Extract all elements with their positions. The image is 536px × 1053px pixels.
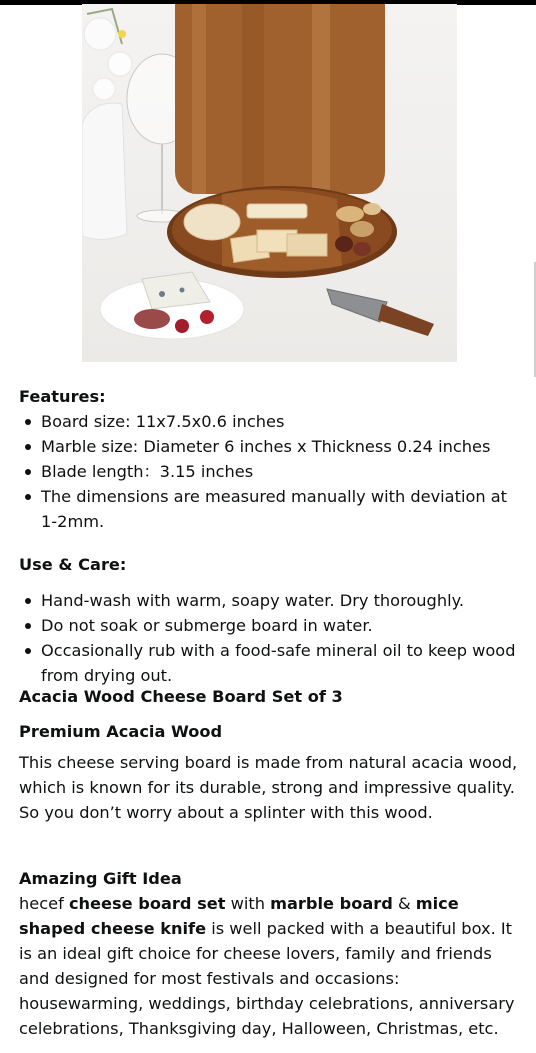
gift-text: hecef: [19, 894, 69, 913]
care-list: [19, 588, 519, 688]
care-section: [19, 552, 519, 577]
gift-heading: Amazing Gift Idea: [19, 869, 182, 888]
premium-heading: Premium Acacia Wood: [19, 722, 223, 741]
list-item: The dimensions are measured manually with deviation at 1-2mm.: [19, 484, 519, 534]
features-list: [19, 409, 519, 534]
list-item: Board size: 11x7.5x0.6 inches: [19, 409, 519, 434]
gift-bold: mice shaped cheese knife: [19, 894, 459, 938]
premium-section: [19, 719, 519, 744]
gift-bold: cheese board set: [68, 894, 226, 913]
gift-bold: marble board: [270, 894, 393, 913]
care-list-wrap: [19, 588, 519, 688]
cheese-board-photo: [82, 4, 457, 362]
list-item: Do not soak or submerge board in water.: [19, 613, 519, 638]
gift-body: [19, 891, 519, 1041]
gift-text: with: [225, 894, 271, 913]
care-heading: Use & Care:: [19, 555, 127, 574]
premium-body-wrap: [19, 750, 519, 825]
gift-section: [19, 866, 519, 1041]
set-title: Acacia Wood Cheese Board Set of 3: [19, 687, 343, 706]
list-item: Hand-wash with warm, soapy water. Dry thoroughly.: [19, 588, 519, 613]
product-image[interactable]: [82, 4, 457, 362]
list-item: Marble size: Diameter 6 inches x Thickness 0.24 inches: [19, 434, 519, 459]
gift-text: is well packed with a beautiful box. It is an ideal gift choice for cheese lovers, family and friends and designed for most festivals and occasions: housewarming, weddings, birthday celebrations, anniversary celebrations, Thanksgiving day, Halloween, Christmas, etc.: [19, 919, 515, 1038]
gift-text: &: [392, 894, 416, 913]
features-section: [19, 384, 519, 534]
premium-body: This cheese serving board is made from natural acacia wood, which is known for its durable, strong and impressive quality. So you don’t worry about a splinter with this wood.: [19, 753, 518, 822]
list-item: Occasionally rub with a food-safe mineral oil to keep wood from drying out.: [19, 638, 519, 688]
list-item: Blade length：3.15 inches: [19, 459, 519, 484]
features-heading: Features:: [19, 387, 106, 406]
